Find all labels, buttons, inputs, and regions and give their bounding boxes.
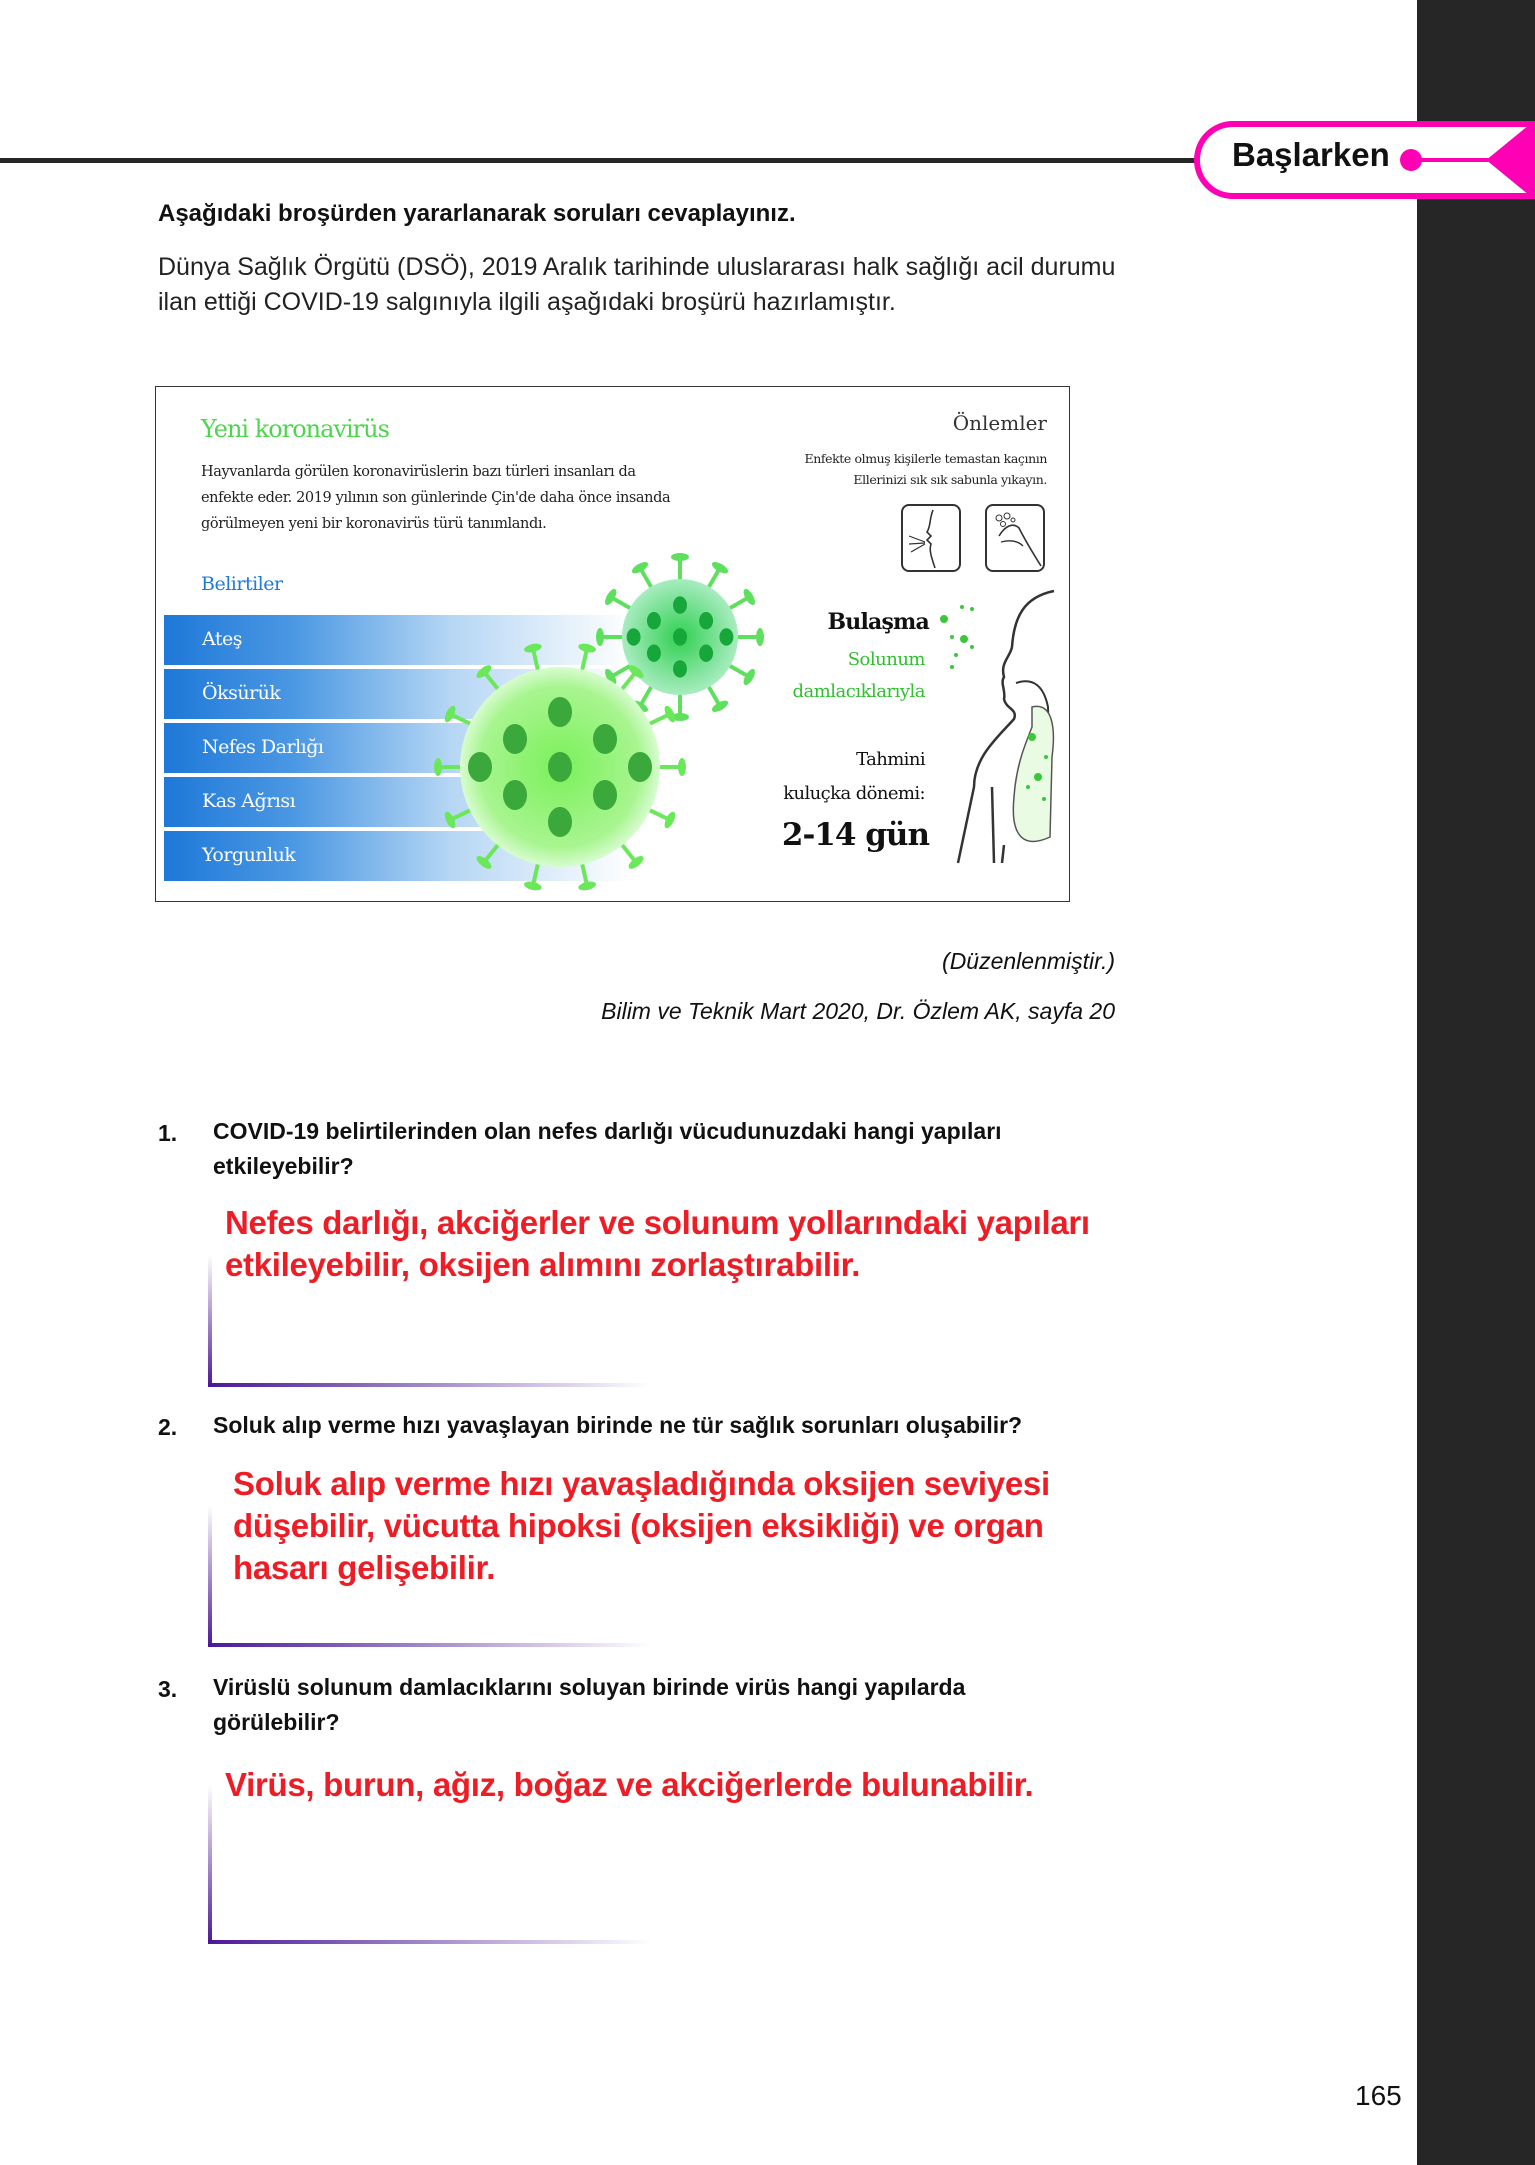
symptom-label: Ateş — [202, 628, 243, 650]
handwash-icon — [985, 504, 1045, 572]
badge-dot-icon — [1400, 149, 1422, 171]
paragraph-line: Hayvanlarda görülen koronavirüslerin bazı türleri insanları da — [201, 464, 636, 480]
question-number: 3. — [158, 1676, 178, 1702]
symptom-label: Kas Ağrısı — [202, 790, 296, 812]
question-number: 1. — [158, 1120, 178, 1146]
precaution-item: Enfekte olmuş kişilerle temastan kaçının — [804, 451, 1047, 466]
incubation-label: kuluçka dönemi: — [783, 783, 925, 804]
question-text: COVID-19 belirtilerinden olan nefes darlığı vücudunuzdaki hangi yapıları etkileyebilir? — [213, 1118, 1002, 1179]
page-edge-sidebar — [1417, 0, 1535, 2165]
brochure-title: Yeni koronavirüs — [201, 415, 389, 443]
instruction: Aşağıdaki broşürden yararlanarak soruları cevaplayınız. — [158, 200, 796, 227]
paragraph-line: görülmeyen yeni bir koronavirüs türü tanımlandı. — [201, 516, 547, 532]
cough-icon — [901, 504, 961, 572]
symptom-label: Öksürük — [202, 682, 281, 704]
virus-illustration — [416, 537, 766, 897]
question-text: Soluk alıp verme hızı yavaşlayan birinde ne tür sağlık sorunları oluşabilir? — [213, 1412, 1023, 1438]
symptom-label: Nefes Darlığı — [202, 736, 324, 758]
symptom-label: Yorgunluk — [202, 844, 296, 866]
incubation-label: Tahmini — [856, 749, 925, 770]
precaution-item: Ellerinizi sık sık sabunla yıkayın. — [853, 472, 1047, 487]
question-text: Virüslü solunum damlacıklarını soluyan birinde virüs hangi yapılarda görülebilir? — [213, 1674, 966, 1735]
header-rule — [0, 158, 1200, 163]
page-number: 165 — [1355, 2080, 1402, 2111]
answer-box[interactable] — [212, 1785, 652, 1940]
answer-text: Virüs, burun, ağız, boğaz ve akciğerlerde bulunabilir. — [225, 1766, 1034, 1803]
citation-note: (Düzenlenmiştir.) — [942, 948, 1115, 974]
answer-text: Nefes darlığı, akciğerler ve solunum yollarındaki yapıları etkileyebilir, oksijen alımını zorlaştırabilir. — [225, 1204, 1090, 1283]
symptoms-heading: Belirtiler — [201, 573, 283, 595]
brochure-paragraph — [201, 459, 670, 537]
transmission-line: Solunum — [847, 649, 925, 670]
paragraph-line: enfekte eder. 2019 yılının son günlerinde Çin'de daha önce insanda — [201, 490, 671, 506]
citation-source: Bilim ve Teknik Mart 2020, Dr. Özlem AK, sayfa 20 — [601, 998, 1115, 1024]
question-number: 2. — [158, 1414, 178, 1440]
covid-brochure — [155, 386, 1070, 902]
transmission-line: damlacıklarıyla — [792, 681, 925, 702]
section-badge-label: Başlarken — [1232, 136, 1390, 173]
respiratory-body-icon — [934, 587, 1064, 867]
incubation-value: 2-14 gün — [781, 817, 929, 853]
answer-text: Soluk alıp verme hızı yavaşladığında oksijen seviyesi düşebilir, vücutta hipoksi (oksijen eksikliği) ve organ hasarı gelişebilir. — [233, 1465, 1050, 1586]
precautions-heading: Önlemler — [952, 411, 1047, 435]
intro-paragraph: Dünya Sağlık Örgütü (DSÖ), 2019 Aralık tarihinde uluslararası halk sağlığı acil durumu ilan ettiği COVID-19 salgınıyla ilgili aşağıdaki broşürü hazırlamıştır. — [158, 253, 1116, 316]
transmission-heading: Bulaşma — [827, 609, 929, 635]
